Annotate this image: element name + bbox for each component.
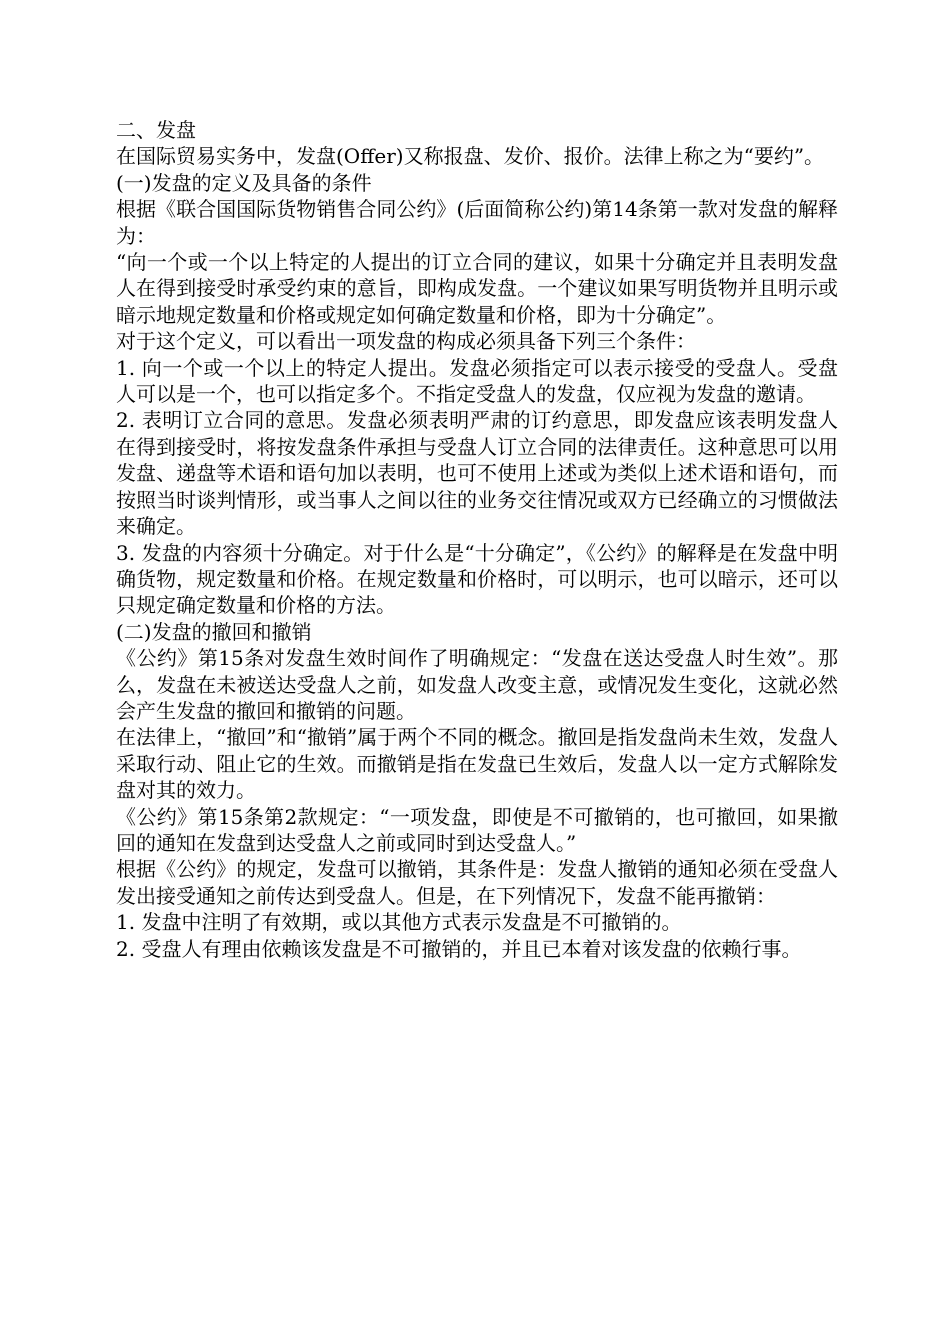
subsection-heading: (二)发盘的撤回和撤销 xyxy=(116,619,312,644)
paragraph: 对于这个定义，可以看出一项发盘的构成必须具备下列三个条件： xyxy=(116,329,696,354)
paragraph: 根据《公约》的规定，发盘可以撤销，其条件是：发盘人撤销的通知必须在受盘人发出接受通知之前传达到受盘人。但是，在下列情况下，发盘不能再撤销： xyxy=(116,857,838,908)
paragraph: 在国际贸易实务中，发盘(Offer)又称报盘、发价、报价。法律上称之为“要约”。 xyxy=(116,144,825,169)
list-item: 3. 发盘的内容须十分确定。对于什么是“十分确定”，《公约》的解释是在发盘中明确货物，规定数量和价格。在规定数量和价格时，可以明示，也可以暗示，还可以只规定确定数量和价格的方法。 xyxy=(116,540,838,618)
paragraph: 《公约》第15条对发盘生效时间作了明确规定：“发盘在送达受盘人时生效”。那么，发盘在未被送达受盘人之前，如发盘人改变主意，或情况发生变化，这就必然会产生发盘的撤回和撤销的问题。 xyxy=(116,646,838,723)
paragraph: 《公约》第15条第2款规定：“一项发盘，即使是不可撤销的，也可撤回，如果撤回的通知在发盘到达受盘人之前或同时到达受盘人。” xyxy=(116,804,838,855)
list-item: 1. 向一个或一个以上的特定人提出。发盘必须指定可以表示接受的受盘人。受盘人可以是一个，也可以指定多个。不指定受盘人的发盘，仅应视为发盘的邀请。 xyxy=(116,355,838,407)
list-item: 2. 受盘人有理由依赖该发盘是不可撤销的，并且已本着对该发盘的依赖行事。 xyxy=(116,936,802,961)
subsection-heading: (一)发盘的定义及具备的条件 xyxy=(116,170,372,195)
paragraph: 根据《联合国国际货物销售合同公约》(后面简称公约)第14条第一款对发盘的解释为： xyxy=(116,197,838,248)
quote-paragraph: “向一个或一个以上特定的人提出的订立合同的建议，如果十分确定并且表明发盘人在得到接受时承受约束的意旨，即构成发盘。一个建议如果写明货物并且明示或暗示地规定数量和价格或规定如何确定数量和价格，即为十分确定”。 xyxy=(116,250,838,327)
list-item: 1. 发盘中注明了有效期，或以其他方式表示发盘是不可撤销的。 xyxy=(116,910,682,935)
paragraph: 在法律上，“撤回”和“撤销”属于两个不同的概念。撤回是指发盘尚未生效，发盘人采取行动、阻止它的生效。而撤销是指在发盘已生效后，发盘人以一定方式解除发盘对其的效力。 xyxy=(116,725,838,803)
document-page xyxy=(116,117,838,962)
section-heading: 二、发盘 xyxy=(116,118,196,142)
list-item: 2. 表明订立合同的意思。发盘必须表明严肃的订约意思，即发盘应该表明发盘人在得到接受时，将按发盘条件承担与受盘人订立合同的法律责任。这种意思可以用发盘、递盘等术语和语句加以表明，也可不使用上述或为类似上述术语和语句，而按照当时谈判情形，或当事人之间以往的业务交往情况或双方已经确立的习惯做法来确定。 xyxy=(116,408,838,539)
